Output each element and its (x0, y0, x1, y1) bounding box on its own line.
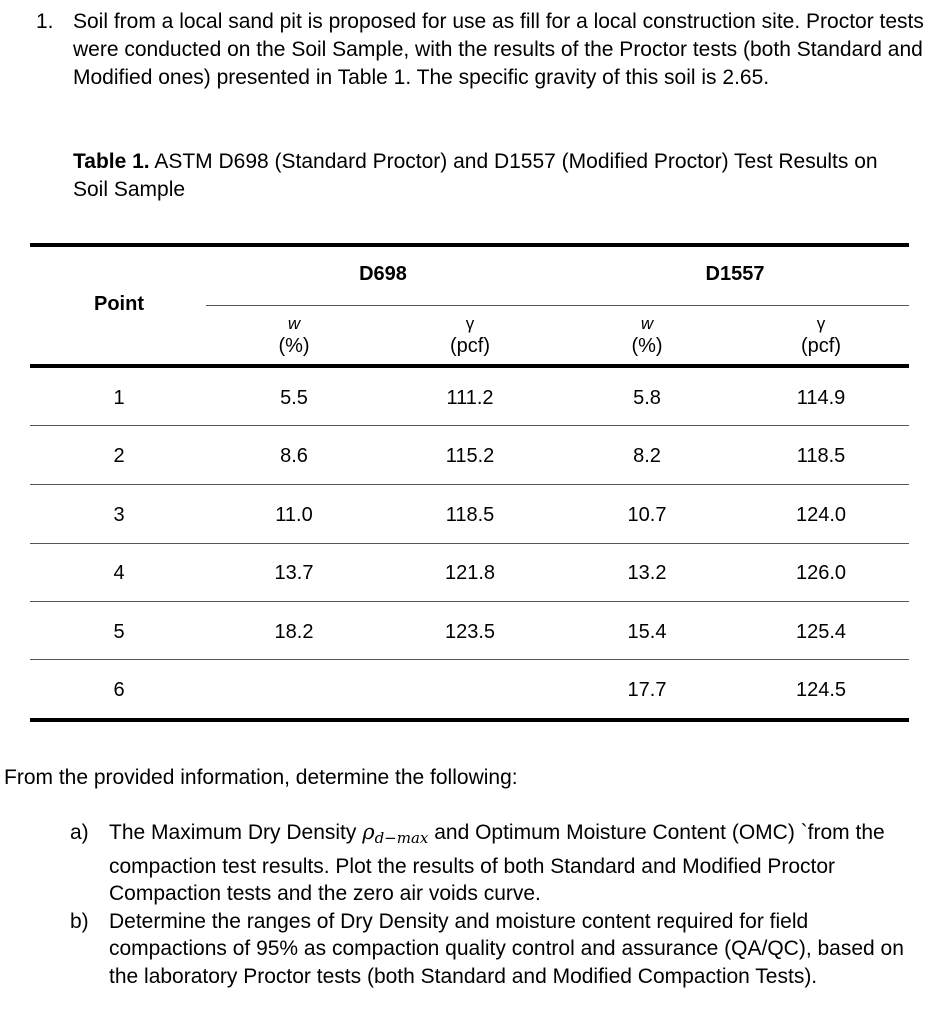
row-1-point: 1 (113, 387, 125, 409)
row-6-d1557-w: 17.7 (627, 679, 667, 701)
row-5-d698-w: 18.2 (274, 621, 314, 643)
row-4-d698-w: 13.7 (274, 562, 314, 584)
question-label: a) (70, 821, 89, 844)
table-top-rule (30, 243, 909, 247)
row-divider (30, 425, 909, 426)
row-1-d1557-w: 5.8 (633, 387, 661, 409)
row-divider (30, 484, 909, 485)
question-list (70, 819, 920, 990)
results-table (30, 243, 909, 723)
question-a (70, 819, 920, 908)
question-b (70, 908, 920, 991)
header-point: Point (94, 293, 144, 315)
subheader-d698-gamma (400, 314, 540, 358)
row-3-d698-gamma: 118.5 (445, 504, 495, 526)
math-symbol: ρ (362, 820, 375, 844)
header-group-d698: D698 (359, 263, 407, 285)
row-2-d1557-gamma: 118.5 (796, 445, 846, 467)
problem-text: Soil from a local sand pit is proposed for use as fill for a local construction site. Proctor tests were conducted on the Soil Sample, with the results of the Proctor tests (both Standard and Modified ones) presented in Table 1. The specific gravity of this soil is 2.65. (73, 10, 924, 89)
density-symbol (362, 820, 429, 847)
caption-text: ASTM D698 (Standard Proctor) and D1557 (Modified Proctor) Test Results on Soil Sample (73, 150, 878, 201)
row-5-point: 5 (113, 621, 125, 643)
subheader-symbol: w (640, 314, 654, 333)
table-bottom-rule (30, 718, 909, 722)
caption-label: Table 1. (73, 150, 150, 173)
problem-statement (36, 8, 926, 92)
row-2-d698-gamma: 115.2 (445, 445, 495, 467)
subheader-d698-w (224, 314, 364, 358)
subheader-d1557-w (577, 314, 717, 358)
question-text-end: and Optimum Moisture Content (OMC) `from the compaction test results. Plot the results of both Standard and Modified Proctor Compaction tests and the zero air voids curve. (109, 821, 885, 905)
row-5-d1557-gamma: 125.4 (795, 621, 847, 643)
row-3-d1557-gamma: 124.0 (795, 504, 847, 526)
subheader-d1557-gamma (751, 314, 891, 358)
row-divider (30, 543, 909, 544)
row-1-d698-gamma: 111.2 (446, 387, 494, 409)
row-3-d698-w: 11.0 (275, 504, 313, 526)
row-2-d698-w: 8.6 (280, 445, 308, 467)
row-5-d698-gamma: 123.5 (444, 621, 496, 643)
question-label: b) (70, 909, 89, 933)
instructions-prompt: From the provided information, determine the following: (4, 766, 518, 789)
row-divider (30, 601, 909, 602)
header-bottom-rule (30, 364, 909, 368)
row-1-d698-w: 5.5 (280, 387, 308, 409)
problem-number: 1. (36, 10, 54, 33)
row-2-d1557-w: 8.2 (633, 445, 661, 467)
subheader-symbol: γ (816, 314, 826, 333)
row-4-d1557-gamma: 126.0 (795, 562, 847, 584)
question-text: Determine the ranges of Dry Density and moisture content required for field compactions of 95% as compaction quality control and assurance (QA/QC), based on the laboratory Proctor tests (both Standard and Modified Compaction Tests). (109, 909, 904, 988)
row-divider (30, 659, 909, 660)
row-4-point: 4 (113, 562, 125, 584)
subheader-unit: (%) (278, 335, 310, 357)
header-group-d1557: D1557 (705, 263, 765, 285)
row-4-d1557-w: 13.2 (627, 562, 667, 584)
question-text-start: The Maximum Dry Density (109, 821, 363, 844)
row-6-point: 6 (113, 679, 125, 701)
row-3-point: 3 (113, 504, 125, 526)
table-caption (73, 148, 903, 204)
row-2-point: 2 (113, 445, 125, 467)
subheader-symbol: γ (465, 314, 475, 333)
row-4-d698-gamma: 121.8 (444, 562, 496, 584)
group-header-rule (206, 305, 909, 306)
row-5-d1557-w: 15.4 (627, 621, 667, 643)
subheader-symbol: w (287, 314, 301, 333)
row-1-d1557-gamma: 114.9 (796, 387, 846, 409)
subheader-unit: (pcf) (450, 335, 490, 357)
row-3-d1557-w: 10.7 (627, 504, 667, 526)
subheader-unit: (%) (631, 335, 663, 357)
subheader-unit: (pcf) (801, 335, 841, 357)
math-subscript: d−max (374, 829, 429, 847)
row-6-d1557-gamma: 124.5 (795, 679, 847, 701)
